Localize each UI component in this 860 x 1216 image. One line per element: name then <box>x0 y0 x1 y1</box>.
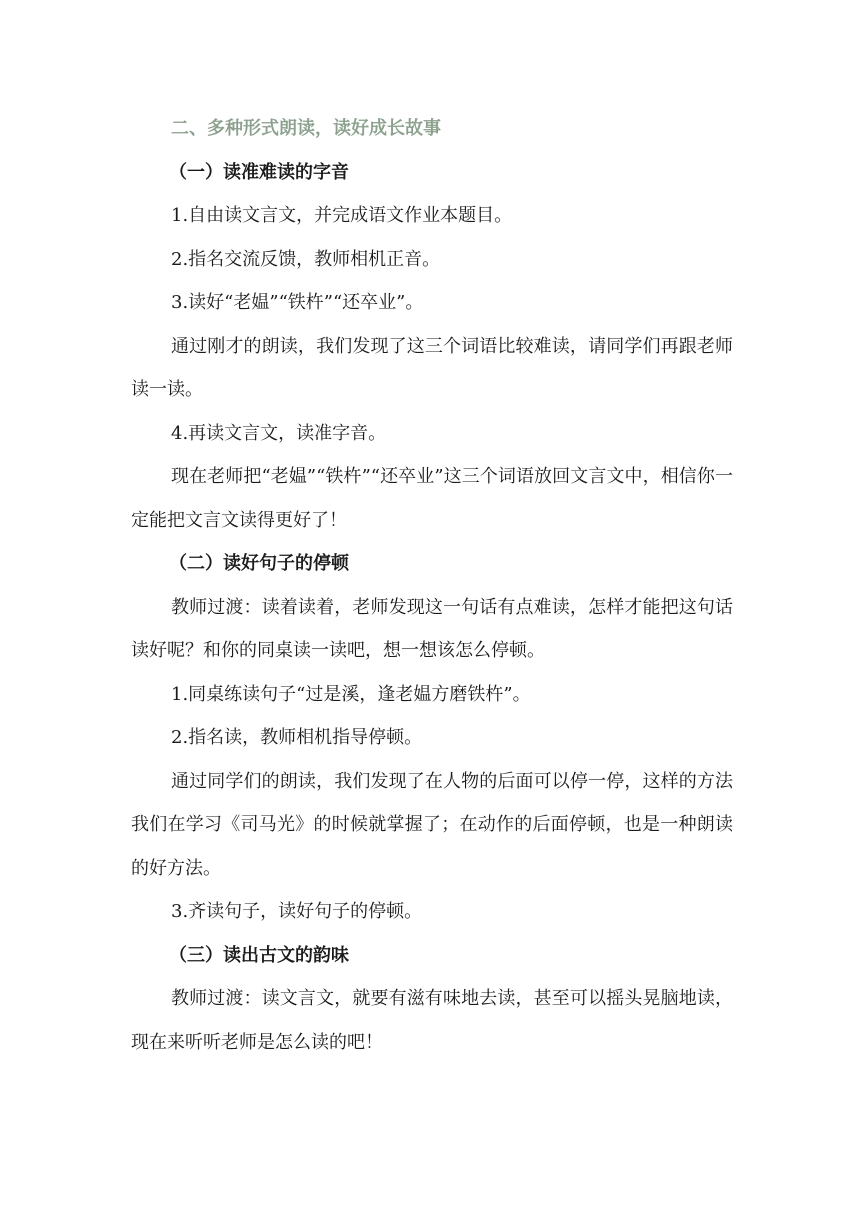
section-heading-2: （二）读好句子的停顿 <box>169 553 349 574</box>
list-item: 3.齐读句子，读好句子的停顿。 <box>171 901 423 922</box>
document-body <box>131 107 733 1064</box>
paragraph: 通过同学们的朗读，我们发现了在人物的后面可以停一停，这样的方法我们在学习《司马光》的时候就掌握了；在动作的后面停顿，也是一种朗读的好方法。 <box>131 770 733 879</box>
paragraph: 通过刚才的朗读，我们发现了这三个词语比较难读，请同学们再跟老师读一读。 <box>131 335 733 400</box>
list-item: 4.再读文言文，读准字音。 <box>171 422 387 444</box>
paragraph: 教师过渡：读文言文，就要有滋有味地去读，甚至可以摇头晃脑地读，现在来听听老师是怎么读的吧！ <box>131 988 733 1053</box>
main-heading: 二、多种形式朗读，读好成长故事 <box>171 118 441 139</box>
list-item: 3.读好“老媪”“铁杵”“还卒业”。 <box>171 292 424 313</box>
section-heading-1: （一）读准难读的字音 <box>169 161 349 183</box>
paragraph: 教师过渡：读着读着，老师发现这一句话有点难读，怎样才能把这句话读好呢？和你的同桌读一读吧，想一想该怎么停顿。 <box>131 596 733 661</box>
list-item: 2.指名交流反馈，教师相机正音。 <box>171 248 441 270</box>
paragraph: 现在老师把“老媪”“铁杵”“还卒业”这三个词语放回文言文中，相信你一定能把文言文读得更好了！ <box>131 466 733 531</box>
list-item: 1.自由读文言文，并完成语文作业本题目。 <box>171 205 513 226</box>
section-heading-3: （三）读出古文的韵味 <box>169 944 349 966</box>
list-item: 2.指名读，教师相机指导停顿。 <box>171 727 423 748</box>
list-item: 1.同桌练读句子“过是溪，逢老媪方磨铁杵”。 <box>171 683 531 705</box>
